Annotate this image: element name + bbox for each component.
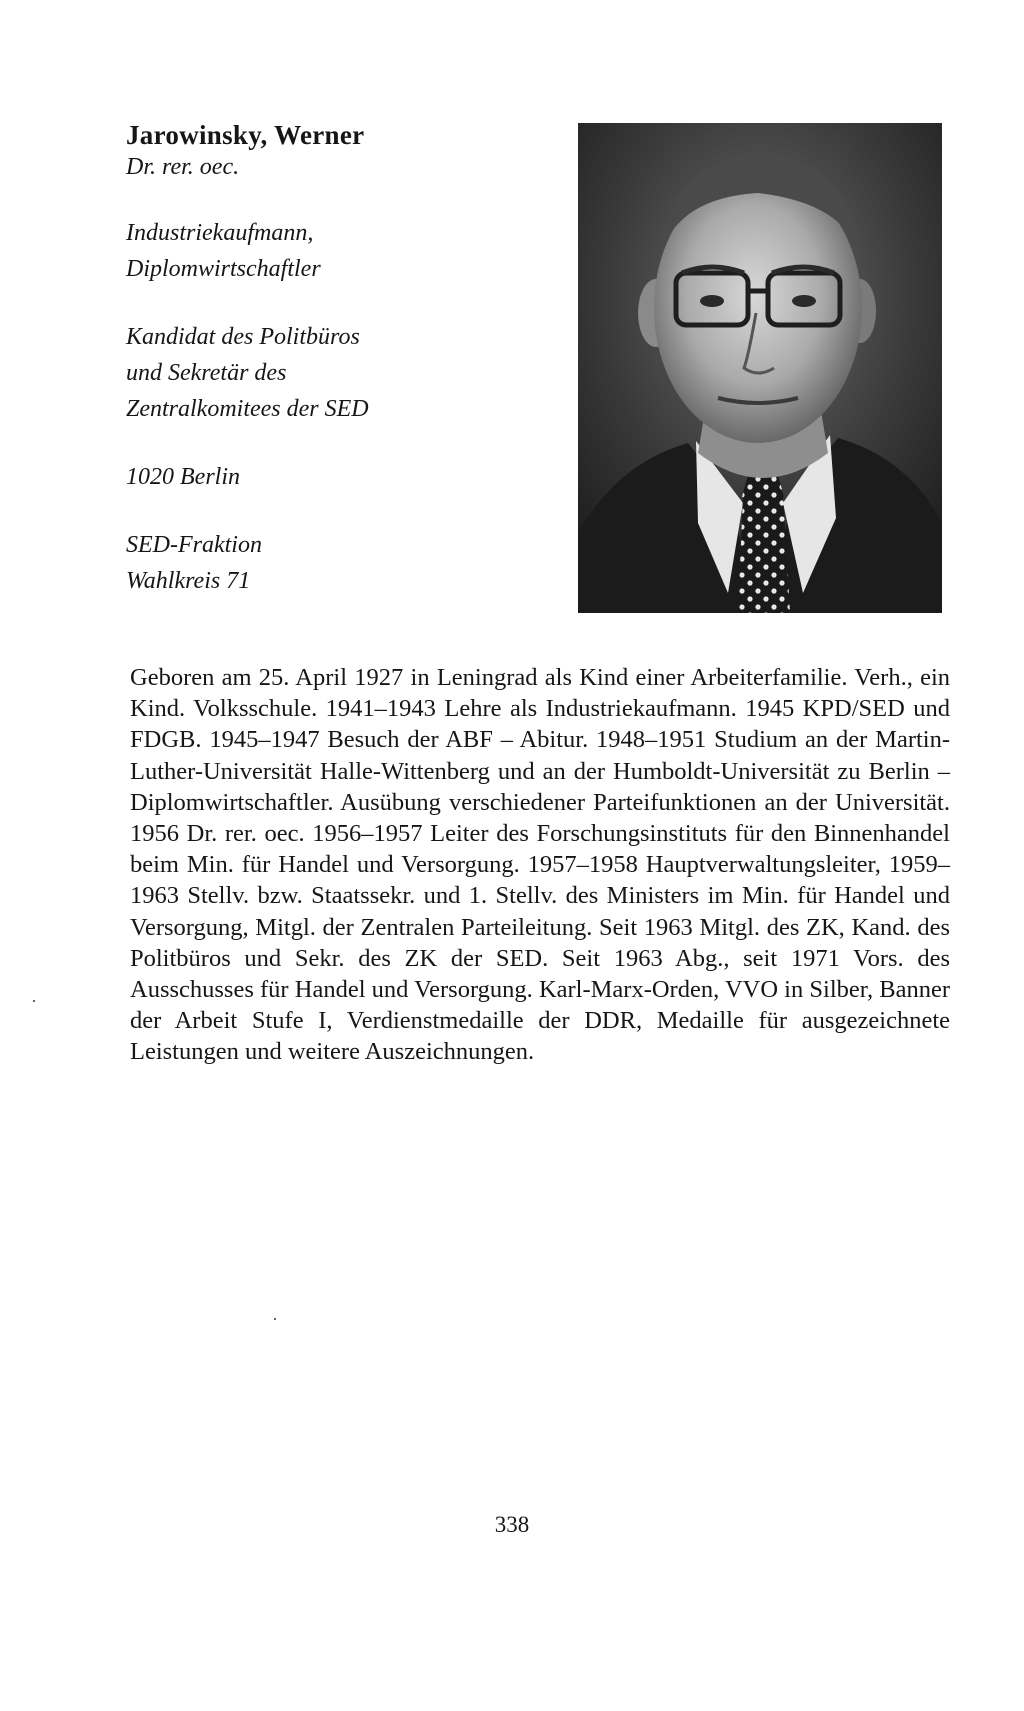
position-line: und Sekretär des: [126, 360, 287, 386]
faction-line: SED-Fraktion: [126, 532, 262, 558]
constituency-line: Wahlkreis 71: [126, 568, 251, 594]
position-line: Kandidat des Politbüros: [126, 324, 360, 350]
location-line: 1020 Berlin: [126, 464, 240, 490]
faction: [126, 527, 566, 599]
biography-text: Geboren am 25. April 1927 in Leningrad als Kind einer Arbeiterfamilie. Verh., ein Kind. Volksschule. 1941–1943 Lehre als Industriekaufmann. 1945 KPD/SED und FDGB. 1945–1947 Besuch der ABF – Abitur. 1948–1951 Studium an der Martin-Luther-Universität Halle-Wittenberg und an der Humboldt-Universität zu Berlin – Diplomwirtschaftler. Ausübung verschiedener Parteifunktionen an der Universität. 1956 Dr. rer. oec. 1956–1957 Leiter des Forschungsinstituts für den Binnenhandel beim Min. für Handel und Versorgung. 1957–1958 Hauptverwaltungsleiter, 1959–1963 Stellv. bzw. Staatssekr. und 1. Stellv. des Ministers im Min. für Handel und Versorgung, Mitgl. der Zentralen Parteileitung. Seit 1963 Mitgl. des ZK, Kand. des Politbüros und Sekr. des ZK der SED. Seit 1963 Abg., seit 1971 Vors. des Ausschusses für Handel und Versorgung. Karl-Marx-Orden, VVO in Silber, Banner der Arbeit Stufe I, Verdienstmedaille der DDR, Medaille für ausgezeichnete Leistungen und weitere Auszeichnungen.: [130, 664, 950, 1066]
location: [126, 459, 566, 495]
positions: [126, 319, 566, 427]
entry-header: [126, 118, 566, 599]
scan-speck: [33, 1000, 35, 1002]
profession-line: Industriekaufmann,: [126, 220, 314, 246]
academic-degree: Dr. rer. oec.: [126, 154, 240, 180]
person-name: Jarowinsky, Werner: [126, 120, 365, 150]
scan-speck: [274, 1318, 276, 1320]
page-number: 338: [494, 1512, 530, 1537]
professions: [126, 215, 566, 287]
position-line: Zentralkomitees der SED: [126, 396, 369, 422]
portrait-photo: [578, 123, 942, 613]
profession-line: Diplomwirtschaftler: [126, 256, 321, 282]
